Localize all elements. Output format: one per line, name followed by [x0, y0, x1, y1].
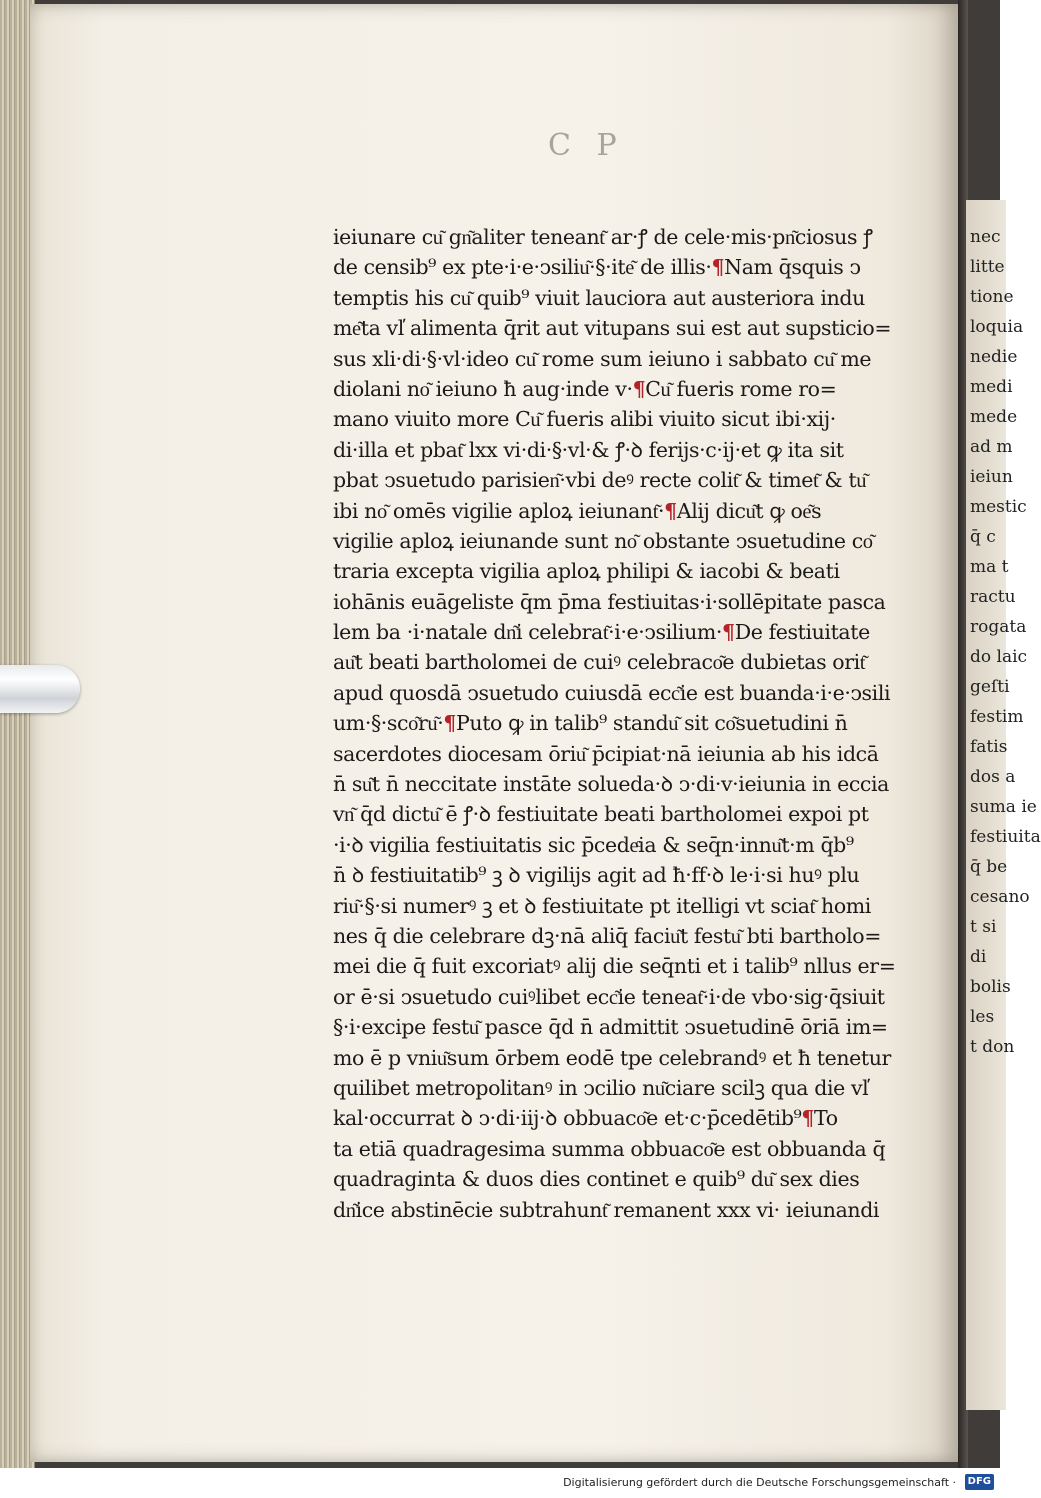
- line-text: Alij dicu͂t ꝙ oe͂s: [676, 498, 822, 523]
- text-line: [333, 830, 913, 860]
- rubric-mark: ¶: [711, 255, 725, 280]
- line-text: nes q̄ die celebrare dꝫ·nā aliq̄ faciu͂t festu͂ bti bartholo=: [333, 923, 881, 948]
- line-text: Nam q̄squis ↄ: [724, 255, 861, 280]
- text-line: [333, 739, 913, 769]
- line-text: ta etiā quadragesima summa obbuaco͂e est obbuanda q̄: [333, 1136, 886, 1161]
- text-line: [333, 222, 913, 252]
- text-line: [333, 982, 913, 1012]
- line-text: quadraginta & duos dies continet e quib⁹ du͂ sex dies: [333, 1167, 860, 1192]
- text-line: [333, 526, 913, 556]
- facing-page-text: nec litte tione loquia nedie medi mede ad m ieiun mestic q̄ c ma t ractu rogata do laic geſti festim fatis dos a suma ie festiuita q̄ be cesano t si di bolis les t don: [970, 227, 1041, 1057]
- text-line: [333, 1134, 913, 1164]
- text-line: [333, 404, 913, 434]
- text-line: [333, 1012, 913, 1042]
- line-text: sacerdotes diocesam ōriu͂ p̄cipiat·nā ieiunia ab his idcā: [333, 741, 879, 766]
- text-line: [333, 587, 913, 617]
- line-text: au͂t beati bartholomei de cuiꝰ celebraco͂e dubietas orit͂: [333, 650, 866, 675]
- line-text: diolani no͂ ieiuno ħ aug·inde v·: [333, 376, 633, 401]
- line-text: Cu͂ fueris rome ro=: [645, 376, 837, 401]
- text-line: [333, 435, 913, 465]
- text-line: [333, 1164, 913, 1194]
- text-line: [333, 496, 913, 526]
- text-line: [333, 891, 913, 921]
- line-text: kal·occurrat ꝺ ↄ·di·iij·ꝺ obbuaco͂e et·c·p̄cedētib⁹: [333, 1106, 802, 1131]
- text-line: [333, 678, 913, 708]
- line-text: sus xli·di·§·vl·ideo cu͂ rome sum ieiuno i sabbato cu͂ me: [333, 346, 872, 371]
- line-text: mano viuito more Cu͂ fueris alibi viuito sicut ibi·xij·: [333, 407, 836, 432]
- pencil-annotation: C P: [548, 128, 625, 163]
- text-line: [333, 1073, 913, 1103]
- line-text: lem ba ·i·natale dn͂i celebrat͂·i·e·ↄsilium·: [333, 620, 723, 645]
- line-text: temptis his cu͂ quib⁹ viuit lauciora aut austeriora indu: [333, 285, 865, 310]
- line-text: vigilie aploꝝ ieiunande sunt no͂ obstante ↄsuetudine co͂: [333, 528, 873, 553]
- text-line: [333, 344, 913, 374]
- page-holder-clip: [0, 665, 80, 713]
- line-text: traria excepta vigilia aploꝝ philipi & iacobi & beati: [333, 559, 840, 584]
- text-line: [333, 617, 913, 647]
- line-text: vn͂ q̄d dictu͂ ē ꝭ·ꝺ festiuitate beati bartholomei expoi pt: [333, 802, 869, 827]
- text-line: [333, 465, 913, 495]
- line-text: n̄ su͂t n̄ neccitate instāte solueda·ꝺ ↄ·di·v·ieiunia in eccia: [333, 772, 889, 797]
- line-text: n̄ ꝺ festiuitatib⁹ ꝫ ꝺ vigilijs agit ad ħ·ff·ꝺ le·i·si huꝰ plu: [333, 863, 860, 888]
- rubric-mark: ¶: [801, 1106, 815, 1131]
- line-text: apud quosdā ↄsuetudo cuiusdā ecc͂ie est buanda·i·e·ↄsili: [333, 680, 891, 705]
- text-line: [333, 1043, 913, 1073]
- line-text: mo ē p vniu͂sum ōrbem eodē tpe celebrandꝰ et ħ tenetur: [333, 1045, 891, 1070]
- line-text: pbat ↄsuetudo parisien͂·vbi deꝰ recte colit͂ & timet͂ & tu͂: [333, 468, 867, 493]
- rubric-mark: ¶: [722, 620, 735, 645]
- line-text: ibi no͂ omēs vigilie aploꝝ ieiunant͂·: [333, 498, 665, 523]
- line-text: or ē·si ↄsuetudo cuiꝰlibet ecc͂ie teneat͂·i·de vbo·sig·q̄siuit: [333, 984, 885, 1009]
- funding-notice: Digitalisierung gefördert durch die Deutsche Forschungsgemeinschaft ·: [563, 1476, 956, 1489]
- rubric-mark: ¶: [443, 711, 456, 736]
- text-line: [333, 556, 913, 586]
- text-line: [333, 708, 913, 738]
- line-text: dn͂ice abstinēcie subtrahunt͂ remanent xxx vi· ieiunandi: [333, 1197, 880, 1222]
- line-text: iohānis euāgeliste q̄m p̄ma festiuitas·i·sollēpitate pasca: [333, 589, 886, 614]
- line-text: De festiuitate: [734, 620, 870, 645]
- text-block: [333, 222, 913, 1225]
- line-text: §·i·excipe festu͂ pasce q̄d n̄ admittit ↄsuetudinē ōriā im=: [333, 1015, 888, 1040]
- text-line: [333, 647, 913, 677]
- line-text: um·§·sco͂ru͂·: [333, 711, 444, 736]
- line-text: riu͂·§·si numerꝰ ꝫ et ꝺ festiuitate pt itelligi vt sciat͂ homi: [333, 893, 871, 918]
- line-text: Puto ꝙ in talib⁹ standu͂ sit co͂suetudini n̄: [456, 711, 848, 736]
- text-line: [333, 1195, 913, 1225]
- text-line: [333, 313, 913, 343]
- rubric-mark: ¶: [664, 498, 677, 523]
- line-text: ieiunare cu͂ gn͂aliter teneant͂ ar·ꝭ de cele·mis·pn͂ciosus ꝭ: [333, 225, 873, 249]
- text-line: [333, 799, 913, 829]
- footer: [0, 1468, 1000, 1498]
- text-line: [333, 951, 913, 981]
- line-text: mei die q̄ fuit excoriatꝰ alij die seq̄nti et i talib⁹ nllus er=: [333, 954, 896, 979]
- line-text: me͂ta vl̕ alimenta q̄rit aut vitupans sui est aut supsticio=: [333, 316, 892, 341]
- line-text: de censib⁹ ex pte·i·e·ↄsiliu͂·§·ite͂ de illis·: [333, 255, 712, 280]
- line-text: ·i·ꝺ vigilia festiuitatis sic p̄cedeͨia & seq̄n·innu͂t·m q̄b⁹: [333, 832, 854, 857]
- rubric-mark: ¶: [632, 376, 646, 401]
- line-text: To: [814, 1106, 838, 1131]
- text-line: [333, 374, 913, 404]
- facing-page-fragment: [966, 200, 1041, 1410]
- text-line: [333, 1103, 913, 1133]
- text-line: [333, 860, 913, 890]
- text-line: [333, 921, 913, 951]
- line-text: quilibet metropolitanꝰ in ↄcilio nu͂ciare scilꝫ qua die vl̕: [333, 1075, 869, 1100]
- text-line: [333, 283, 913, 313]
- text-line: [333, 769, 913, 799]
- dfg-logo: DFG: [965, 1474, 994, 1490]
- text-line: [333, 252, 913, 282]
- line-text: di·illa et pbat͂ lxx vi·di·§·vl·& ꝭ·ꝺ ferijs·c·ij·et ꝙ ita sit: [333, 437, 844, 462]
